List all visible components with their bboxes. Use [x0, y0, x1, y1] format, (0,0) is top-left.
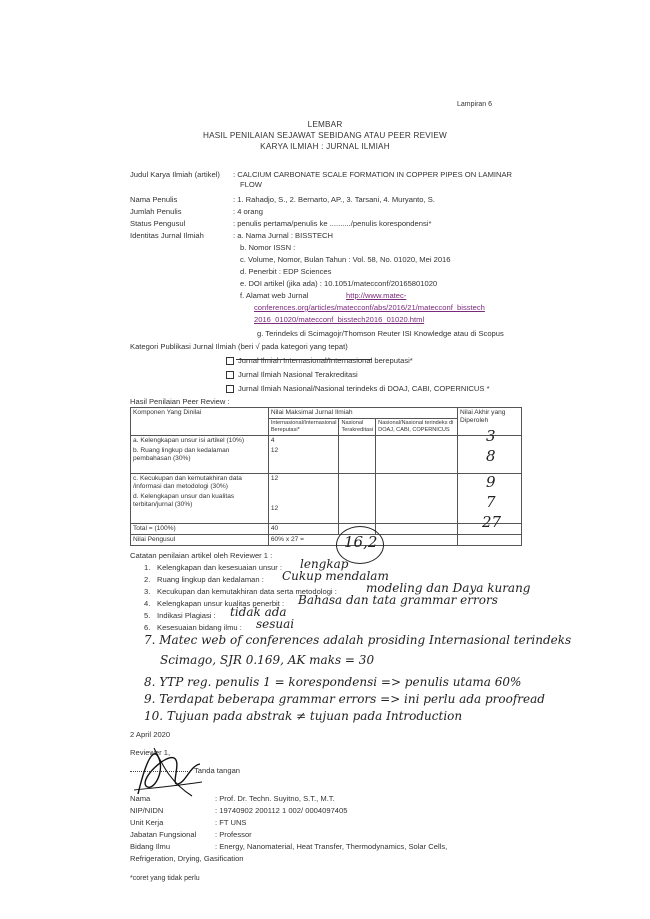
catatan-hand: lengkap: [300, 557, 349, 571]
judul-label: Judul Karya Ilmiah (artikel): [130, 170, 220, 179]
penulis-label: Nama Penulis: [130, 195, 178, 204]
jumlah-label: Jumlah Penulis: [130, 207, 182, 216]
table-cell: 12: [270, 505, 279, 512]
handnote: 10. Tujuan pada abstrak ≠ tujuan pada Introduction: [144, 709, 463, 723]
identity-label: Jabatan Fungsional: [130, 830, 197, 839]
kategori-option-3-label: Jurnal Ilmiah Nasional/Nasional terindeks di DOAJ, CABI, COPERNICUS *: [238, 384, 490, 393]
hasil-title: Hasil Penilaian Peer Review :: [130, 397, 230, 406]
doi-value: matecconf/20165801020: [353, 279, 438, 288]
page-title: LEMBAR: [307, 120, 343, 129]
web-link-1[interactable]: http://www.matec-: [346, 291, 407, 300]
penerbit-row: d. Penerbit : EDP Sciences: [240, 267, 332, 276]
table-cell-empty: [458, 535, 522, 546]
handwritten-total: 27: [482, 513, 502, 531]
identitas-label: Identitas Jurnal Ilmiah: [130, 231, 204, 240]
web-label: f. Alamat web Jurnal: [240, 291, 309, 300]
table-row-label-cd: [131, 474, 269, 524]
checkbox-icon[interactable]: [226, 357, 234, 365]
catatan-label: Kesesuaian bidang ilmu :: [157, 623, 242, 632]
handwritten-score: 7: [486, 493, 496, 511]
indeks-row: g. Terindeks di Scimagojr/Thomson Reuter ISI Knowledge atau di Scopus: [257, 329, 504, 338]
table-subheader-nas: Nasional Terakreditasi: [339, 419, 376, 436]
identity-label: Unit Kerja: [130, 818, 164, 827]
table-total-nilai: [458, 513, 522, 535]
lampiran-label: Lampiran 6: [457, 101, 493, 108]
kategori-title: Kategori Publikasi Jurnal Ilmiah (beri √ pada kategori yang tepat): [130, 342, 348, 351]
ttd-label: Tanda tangan: [194, 766, 241, 775]
catatan-num: 4.: [144, 599, 151, 608]
judul-value-cont: FLOW: [240, 180, 262, 189]
web-link-3[interactable]: 2016_01020/matecconf_bisstech2016_01020.html: [254, 315, 425, 324]
table-cell-empty: [376, 436, 458, 474]
checkbox-icon[interactable]: [226, 385, 234, 393]
catatan-num: 2.: [144, 575, 151, 584]
handnote: 7. Matec web of conferences adalah prosiding Internasional terindeks: [144, 633, 572, 647]
identity-value: : 19740902 200112 1 002/ 0004097405: [215, 806, 348, 815]
table-subheader-int: Internasional/Internasional Bereputasi*: [268, 419, 339, 436]
identity-value: : Professor: [215, 830, 252, 839]
table-subheader-doaj: Nasional/Nasional terindeks di DOAJ, CABI, COPERNICUS: [376, 419, 458, 436]
identity-value: : FT UNS: [215, 818, 247, 827]
catatan-num: 3.: [144, 587, 151, 596]
handnote: Scimago, SJR 0.169, AK maks = 30: [160, 653, 375, 667]
catatan-label: Indikasi Plagiasi :: [157, 611, 216, 620]
table-cell: 12: [270, 447, 279, 454]
catatan-num: 1.: [144, 563, 151, 572]
web-link-2[interactable]: conferences.org/articles/matecconf/abs/2016/21/matecconf_bisstech: [254, 303, 485, 312]
penulis-value: : 1. Rahadjo, S., 2. Bernarto, AP., 3. Tarsani, 4. Muryanto, S.: [233, 195, 435, 204]
identity-label: NIP/NIDN: [130, 806, 164, 815]
catatan-hand: sesuai: [256, 617, 295, 631]
footnote: *coret yang tidak perlu: [130, 875, 200, 882]
catatan-hand: tidak ada: [230, 605, 287, 619]
issn-row: b. Nomor ISSN :: [240, 243, 296, 252]
bidang-cont: Refrigeration, Drying, Gasification: [130, 854, 244, 863]
reviewer-label: Reviewer 1,: [130, 748, 171, 757]
table-cell-empty: [376, 524, 458, 535]
kategori-option-2[interactable]: [226, 370, 358, 380]
table-total-max: 40: [268, 524, 339, 535]
table-row-max-cd: [268, 474, 339, 524]
catatan-hand: Cukup mendalam: [282, 569, 389, 583]
catatan-hand: Bahasa dan tata grammar errors: [298, 593, 498, 607]
status-label: Status Pengusul: [130, 219, 186, 228]
handwritten-score: 8: [486, 447, 496, 465]
table-row-label: b. Ruang lingkup dan kedalaman pembahasan (30%): [133, 447, 230, 462]
page-subtitle: HASIL PENILAIAN SEJAWAT SEBIDANG ATAU PEER REVIEW: [203, 131, 447, 140]
signature-line: [130, 771, 190, 772]
table-pengusul-label: Nilai Pengusul: [131, 535, 269, 546]
catatan-label: Kelengkapan dan kesesuaian unsur :: [157, 563, 282, 572]
date: 2 April 2020: [130, 730, 171, 739]
strike-line: [236, 359, 372, 360]
catatan-label: Kelengkapan unsur kualitas penerbit :: [157, 599, 285, 608]
table-row-label: a. Kelengkapan unsur isi artikel (10%): [133, 437, 245, 444]
table-row-nilai-ab: [458, 427, 522, 474]
identity-label: Nama: [130, 794, 151, 803]
table-row-max-ab: [268, 436, 339, 474]
table-total-label: Total = (100%): [131, 524, 269, 535]
identity-value: : Prof. Dr. Techn. Suyitno, S.T., M.T.: [215, 794, 335, 803]
status-value: : penulis pertama/penulis ke ........../penulis korespondensi*: [233, 219, 432, 228]
doi-label: e. DOI artikel (jika ada) : 10.1051/: [240, 279, 354, 288]
catatan-label: Kecukupan dan kemutakhiran data serta metodologi :: [157, 587, 337, 596]
table-row-label: c. Kecukupan dan kemutakhiran data /informasi dan metodologi (30%): [133, 475, 242, 490]
catatan-hand: modeling dan Daya kurang: [366, 581, 531, 595]
pengusul-formula: 60% x 27 =: [270, 536, 305, 543]
table-header-nilai: Nilai Akhir yang Diperoleh: [458, 408, 522, 436]
handnote: 9. Terdapat beberapa grammar errors => ini perlu ada proofread: [144, 692, 545, 706]
catatan-num: 6.: [144, 623, 151, 632]
table-row-label: d. Kelengkapan unsur dan kualitas terbitan/jurnal (30%): [133, 493, 235, 508]
kategori-option-2-label: Jurnal Ilmiah Nasional Terakreditasi: [238, 370, 358, 379]
volume-row: c. Volume, Nomor, Bulan Tahun : Vol. 58, No. 01020, Mei 2016: [240, 255, 451, 264]
jumlah-value: : 4 orang: [233, 207, 263, 216]
catatan-title: Catatan penilaian artikel oleh Reviewer 1 :: [130, 551, 273, 560]
circled-score: 16,2: [344, 533, 378, 551]
table-cell: 4: [270, 437, 275, 444]
catatan-label: Ruang lingkup dan kedalaman :: [157, 575, 264, 584]
score-table: [130, 407, 522, 546]
doi-row: [240, 279, 437, 289]
table-cell-empty: [339, 436, 376, 474]
table-header-komponen: Komponen Yang Dinilai: [131, 408, 269, 436]
handnote: 8. YTP reg. penulis 1 = korespondensi => penulis utama 60%: [144, 675, 522, 689]
identity-value: : Energy, Nanomaterial, Heat Transfer, Thermodynamics, Solar Cells,: [215, 842, 448, 851]
identitas-value: : a. Nama Jurnal : BISSTECH: [233, 231, 334, 240]
judul-value: : CALCIUM CARBONATE SCALE FORMATION IN COPPER PIPES ON LAMINAR: [233, 170, 513, 179]
handwritten-score: 9: [486, 473, 496, 491]
table-cell: 12: [270, 475, 279, 482]
kategori-option-3[interactable]: [226, 384, 490, 394]
table-cell-empty: [376, 474, 458, 524]
table-cell-empty: [339, 474, 376, 524]
kategori-option-1-label: Jurnal Ilmiah Internasional/Internasional bereputasi*: [238, 356, 413, 365]
page-subtitle-2: KARYA ILMIAH : JURNAL ILMIAH: [260, 142, 390, 151]
table-row-label-ab: [131, 436, 269, 474]
checkbox-icon[interactable]: [226, 371, 234, 379]
catatan-num: 5.: [144, 611, 151, 620]
identity-label: Bidang Ilmu: [130, 842, 171, 851]
handwritten-score: 3: [486, 427, 496, 445]
kategori-option-1[interactable]: [226, 356, 413, 366]
table-header-max: Nilai Maksimal Jurnal Ilmiah: [268, 408, 457, 419]
